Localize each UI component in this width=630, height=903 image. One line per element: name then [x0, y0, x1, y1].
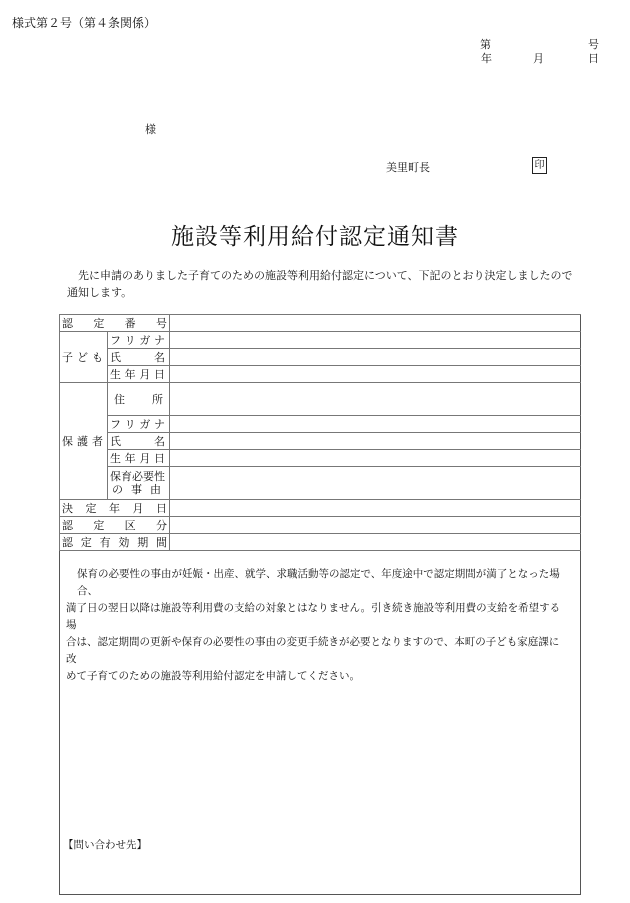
child-birthdate-text: 生 年 月 日: [110, 368, 165, 381]
decision-date-label: [60, 500, 170, 517]
guardian-reason-field[interactable]: [170, 467, 582, 500]
row-guardian-reason: [60, 467, 582, 500]
notice-paragraph: [66, 566, 566, 685]
guardian-birthdate-text: 生 年 月 日: [110, 452, 165, 465]
date-year-label: 年: [481, 52, 492, 65]
seal-mark: 印: [532, 157, 547, 174]
row-validity-period: [60, 534, 582, 551]
row-child-furigana: [60, 332, 582, 349]
guardian-furigana-text: フ リ ガ ナ: [110, 418, 165, 431]
guardian-birthdate-field[interactable]: [170, 450, 582, 467]
notice-line-3: 合は、認定期間の更新や保育の必要性の事由の変更手続きが必要となりますので、本町の子ども家庭課に改: [66, 636, 560, 665]
decision-date-field[interactable]: [170, 500, 582, 517]
certification-category-label: [60, 517, 170, 534]
guardian-reason-line-2: の 事 由: [112, 483, 161, 496]
date-day-label: 日: [588, 52, 599, 65]
row-decision-date: [60, 500, 582, 517]
notice-line-2: 満了日の翌日以降は施設等利用費の支給の対象とはなりません。引き続き施設等利用費の支給を希望する場: [66, 602, 561, 631]
row-child-birthdate: [60, 366, 582, 383]
row-guardian-name: [60, 433, 582, 450]
validity-period-field[interactable]: [170, 534, 582, 551]
guardian-group-text: 保 護 者: [62, 435, 103, 448]
intro-line-1: 先に申請のありました子育てのための施設等利用給付認定について、下記のとおり決定しましたので: [78, 269, 573, 282]
row-guardian-address: [60, 383, 582, 416]
validity-period-label: [60, 534, 170, 551]
guardian-furigana-field[interactable]: [170, 416, 582, 433]
guardian-reason-line-1: 保育必要性: [110, 470, 165, 483]
row-child-name: [60, 349, 582, 366]
guardian-name-label: [108, 433, 170, 450]
validity-period-text: 認 定 有 効 期 間: [62, 536, 167, 549]
child-group-text: 子 ど も: [62, 351, 103, 364]
document-title: 施設等利用給付認定通知書: [171, 224, 459, 250]
row-certification-number: [60, 315, 582, 332]
child-furigana-field[interactable]: [170, 332, 582, 349]
sender-mayor: 美里町長: [386, 161, 430, 174]
child-furigana-label: [108, 332, 170, 349]
row-guardian-birthdate: [60, 450, 582, 467]
guardian-name-field[interactable]: [170, 433, 582, 450]
child-name-label: [108, 349, 170, 366]
child-name-text: 氏 名: [110, 351, 165, 364]
certification-number-field[interactable]: [170, 315, 582, 332]
intro-paragraph: [67, 267, 587, 301]
guardian-name-text: 氏 名: [110, 435, 165, 448]
certification-category-text: 認 定 区 分: [62, 519, 167, 532]
child-birthdate-field[interactable]: [170, 366, 582, 383]
guardian-reason-label: [108, 467, 170, 500]
child-group-label: [60, 332, 108, 383]
document-number-suffix: 号: [588, 38, 599, 51]
certification-table: [59, 314, 581, 551]
guardian-group-label: [60, 383, 108, 500]
decision-date-text: 決 定 年 月 日: [62, 502, 167, 515]
child-name-field[interactable]: [170, 349, 582, 366]
child-furigana-text: フ リ ガ ナ: [110, 334, 165, 347]
notice-line-1: 保育の必要性の事由が妊娠・出産、就学、求職活動等の認定で、年度途中で認定期間が満了となった場合、: [77, 568, 560, 597]
guardian-birthdate-label: [108, 450, 170, 467]
child-birthdate-label: [108, 366, 170, 383]
guardian-furigana-label: [108, 416, 170, 433]
date-month-label: 月: [533, 52, 544, 65]
certification-number-text: 認 定 番 号: [62, 317, 167, 330]
notice-line-4: めて子育てのための施設等利用給付認定を申請してください。: [66, 670, 360, 682]
certification-number-label: [60, 315, 170, 332]
form-number: 様式第２号（第４条関係）: [12, 16, 157, 30]
guardian-address-text: 住 所: [114, 393, 163, 406]
intro-line-2: 通知します。: [67, 286, 133, 299]
row-guardian-furigana: [60, 416, 582, 433]
row-certification-category: [60, 517, 582, 534]
guardian-address-field[interactable]: [170, 383, 582, 416]
document-number-prefix: 第: [480, 38, 491, 51]
guardian-address-label: [108, 383, 170, 416]
addressee-honorific: 様: [145, 123, 156, 136]
contact-label: 【問い合わせ先】: [63, 839, 147, 851]
certification-category-field[interactable]: [170, 517, 582, 534]
